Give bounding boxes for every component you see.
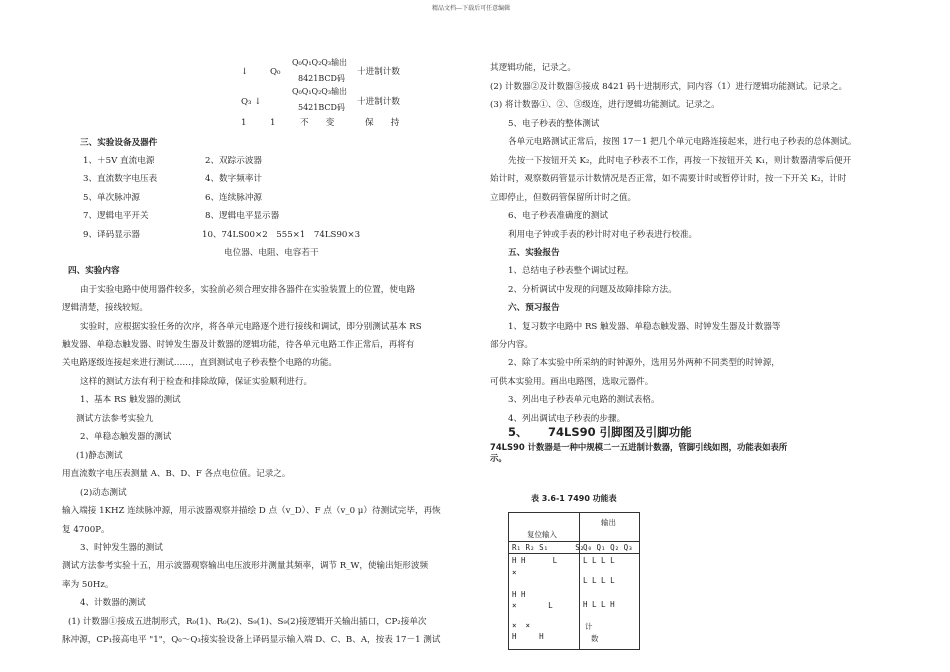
table-caption: 表 3.6-1 7490 功能表 (531, 494, 617, 503)
paragraph-line: 4、计数器的测试 (80, 598, 146, 608)
section-heading: 四、实验内容 (68, 266, 120, 276)
paragraph-line: 脉冲源，CP₁接高电平 "1"，Q₀～Q₃接实验设备上译码显示输入端 D、C、B、A，按表 17－1 测试 (62, 635, 441, 645)
equip-item: 4、数字频率计 (205, 174, 263, 184)
table-cell: Q₀Q₁Q₂Q₃输出 (292, 87, 348, 96)
paragraph-line: 始计时，观察数码管显示计数情况是否正常，如不需要计时或暂停计时，按一下开关 K₂，计时 (490, 174, 847, 184)
table-cell: × × (512, 621, 531, 630)
paragraph-line: 2、单稳态触发器的测试 (80, 432, 172, 442)
table-cell: H H (512, 590, 526, 599)
paragraph-line: (1) 计数器①接成五进制形式，R₀(1)、R₀(2)、S₉(1)、S₉(2)接逻辑开关输出插口，CP₂接单次 (68, 617, 427, 627)
paragraph-line: 部分内容。 (490, 340, 533, 350)
table-cell: ↓ (241, 67, 249, 77)
table-cell: L L L L (583, 556, 615, 565)
paragraph-line: 1、复习数字电路中 RS 触发器、单稳态触发器、时钟发生器及计数器等 (508, 322, 781, 332)
paragraph-line: 3、列出电子秒表单元电路的测试表格。 (508, 395, 660, 405)
paragraph-line: 触发器、单稳态触发器、时钟发生器及计数器的逻辑功能，待各单元电路工作正常后，再将有 (62, 340, 415, 350)
paragraph-line: 3、时钟发生器的测试 (80, 543, 163, 553)
table-cell: H L L H (583, 600, 615, 609)
paragraph-line: 输入端接 1KHZ 连续脉冲源，用示波器观察并描绘 D 点（v_D）、F 点（v_0 μ）待测试完毕，再恢 (62, 506, 441, 516)
table-cell: Q₀ (270, 67, 281, 77)
table-cell: 十进制计数 (357, 97, 400, 107)
table-head: 复位输入 (527, 530, 557, 539)
paragraph-line: 测试方法参考实验十五，用示波器观察输出电压波形并测量其频率，调节 R_W，使输出矩形波频 (62, 561, 429, 571)
paragraph-line: 逻辑清楚，接线较短。 (62, 303, 148, 313)
section-title: 74LS90 引脚图及引脚功能 (548, 425, 692, 439)
table-cell: H H (512, 632, 544, 641)
section-heading: 六、预习报告 (508, 303, 560, 313)
paragraph-line: 先按一下按钮开关 K₂，此时电子秒表不工作，再按一下按钮开关 K₁，则计数器清零后便开 (508, 156, 852, 166)
table-cell: × (512, 568, 517, 577)
paragraph-line: (2) 计数器②及计数器③接成 8421 码十进制形式，同内容（1）进行逻辑功能测试。记录之。 (490, 82, 848, 92)
paragraph-line: 各单元电路测试正常后，按图 17－1 把几个单元电路连接起来，进行电子秒表的总体测试。 (508, 137, 857, 147)
table-head: R₁ R₂ S₁ S₂ (512, 543, 585, 552)
paragraph-line: 其逻辑功能，记录之。 (490, 63, 576, 73)
paragraph-line: 由于实验电路中使用器件较多，实验前必须合理安排各器件在实验装置上的位置，使电路 (80, 285, 416, 295)
paragraph-line: 复 4700P。 (62, 525, 110, 535)
table-cell: 1 (241, 118, 247, 128)
table-cell: 计 (585, 622, 593, 631)
equip-item: 9、译码显示器 (83, 230, 141, 240)
paragraph-line: (3) 将计数器①、②、③级连，进行逻辑功能测试。记录之。 (490, 100, 720, 110)
paragraph-line: 测试方法参考实验九 (76, 414, 154, 424)
table-cell: Q₃ ↓ (241, 97, 262, 107)
table-cell: 保 持 (365, 118, 400, 128)
section-heading: 五、实验报告 (508, 248, 560, 258)
paragraph-line: 2、除了本实验中所采纳的时钟源外，选用另外两种不同类型的时钟源， (508, 358, 780, 368)
paragraph-line: 2、分析调试中发现的问题及故障排除方法。 (508, 285, 677, 295)
description-line: 示。 (490, 453, 507, 463)
paragraph-line: 率为 50Hz。 (62, 580, 114, 590)
paragraph-line: 5、电子秒表的整体测试 (508, 119, 600, 129)
equip-item: 电位器、电阻、电容若干 (224, 248, 319, 258)
paragraph-line: (2)动态测试 (80, 488, 127, 498)
paragraph-line: 4、列出调试电子秒表的步骤。 (508, 414, 626, 424)
table-cell: 5421BCD码 (298, 103, 345, 112)
paragraph-line: 1、总结电子秒表整个调试过程。 (508, 266, 634, 276)
table-cell: 不 变 (300, 118, 335, 128)
section-heading: 三、实验设备及器件 (80, 138, 158, 148)
table-head: Q₀ Q₁ Q₂ Q₃ (583, 543, 633, 552)
table-cell: L L L L (583, 576, 615, 585)
table-cell: H H L (512, 556, 558, 565)
equip-item: 10、74LS00×2 555×1 74LS90×3 (202, 230, 361, 240)
table-cell: 数 (591, 634, 599, 643)
page-header: 精品文档---下载后可任意编辑 (432, 5, 511, 12)
table-head: 输出 (601, 518, 616, 527)
equip-item: 2、双踪示波器 (205, 156, 263, 166)
paragraph-line: 关电路逐级连接起来进行测试……，直到测试电子秒表整个电路的功能。 (62, 358, 338, 368)
equip-item: 5、单次脉冲源 (83, 193, 141, 203)
table-cell: 8421BCD码 (298, 74, 345, 83)
paragraph-line: 立即停止，但数码管保留所计时之值。 (490, 193, 637, 203)
table-cell: 十进制计数 (357, 67, 400, 77)
table-cell: Q₀Q₁Q₂Q₃输出 (292, 58, 348, 67)
function-table (508, 512, 640, 650)
paragraph-line: 用直流数字电压表测量 A、B、D、F 各点电位值。记录之。 (62, 469, 291, 479)
paragraph-line: 6、电子秒表准确度的测试 (508, 211, 608, 221)
equip-item: 1、＋5V 直流电源 (83, 156, 155, 166)
paragraph-line: 1、基本 RS 触发器的测试 (80, 395, 181, 405)
description-line: 74LS90 计数器是一种中规模二一五进制计数器，管脚引线如图，功能表如表所 (490, 442, 788, 452)
paragraph-line: 这样的测试方法有利于检查和排除故障，保证实验顺利进行。 (80, 377, 313, 387)
equip-item: 3、直流数字电压表 (83, 174, 158, 184)
paragraph-line: (1)静态测试 (76, 451, 123, 461)
section-number: 5、 (508, 425, 528, 439)
paragraph-line: 可供本实验用。画出电路图，选取元器件。 (490, 377, 654, 387)
equip-item: 8、逻辑电平显示器 (205, 211, 280, 221)
equip-item: 6、连续脉冲源 (205, 193, 263, 203)
table-cell: 1 (270, 118, 276, 128)
paragraph-line: 实验时，应根据实验任务的次序，将各单元电路逐个进行接线和调试，即分别测试基本 RS (80, 322, 422, 332)
table-cell: × L (512, 601, 553, 610)
equip-item: 7、逻辑电平开关 (83, 211, 149, 221)
paragraph-line: 利用电子钟或手表的秒计时对电子秒表进行校准。 (508, 230, 698, 240)
